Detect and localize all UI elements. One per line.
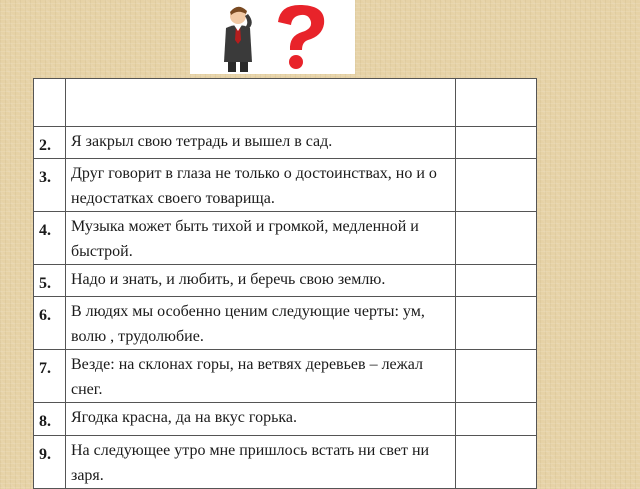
table-row xyxy=(34,212,537,265)
sentences-table xyxy=(33,78,537,489)
answer-cell[interactable] xyxy=(456,159,537,212)
row-number: 2. xyxy=(34,127,66,159)
table-row xyxy=(34,297,537,350)
question-mark-illustration xyxy=(190,0,355,74)
row-number: 7. xyxy=(34,350,66,403)
row-number: 5. xyxy=(34,265,66,297)
answer-cell[interactable] xyxy=(456,297,537,350)
row-number: 4. xyxy=(34,212,66,265)
row-number: 3. xyxy=(34,159,66,212)
answer-cell[interactable] xyxy=(456,350,537,403)
table-row xyxy=(34,127,537,159)
row-number xyxy=(34,79,66,127)
table-row xyxy=(34,159,537,212)
sentence-text: Везде: на склонах горы, на ветвях деревьев – лежал снег. xyxy=(66,350,456,403)
answer-cell[interactable] xyxy=(456,79,537,127)
sentence-text: Я закрыл свою тетрадь и вышел в сад. xyxy=(66,127,456,159)
sentence-text: На следующее утро мне пришлось встать ни свет ни заря. xyxy=(66,436,456,489)
thinking-man-question-mark-picture xyxy=(190,0,355,74)
table-row xyxy=(34,350,537,403)
sentence-text: В людях мы особенно ценим следующие черты: ум, волю , трудолюбие. xyxy=(66,297,456,350)
answer-cell[interactable] xyxy=(456,212,537,265)
row-number: 6. xyxy=(34,297,66,350)
answer-cell[interactable] xyxy=(456,403,537,436)
table-row xyxy=(34,265,537,297)
answer-cell[interactable] xyxy=(456,436,537,489)
table-row xyxy=(34,436,537,489)
table-row xyxy=(34,403,537,436)
row-number: 8. xyxy=(34,403,66,436)
sentence-text: Друг говорит в глаза не только о достоинствах, но и о недостатках своего товарища. xyxy=(66,159,456,212)
sentence-text: Ягодка красна, да на вкус горька. xyxy=(66,403,456,436)
answer-cell[interactable] xyxy=(456,127,537,159)
row-number: 9. xyxy=(34,436,66,489)
table-row xyxy=(34,79,537,127)
sentence-text: Музыка может быть тихой и громкой, медленной и быстрой. xyxy=(66,212,456,265)
sentence-text: Надо и знать, и любить, и беречь свою землю. xyxy=(66,265,456,297)
sentence-text xyxy=(66,79,456,127)
answer-cell[interactable] xyxy=(456,265,537,297)
